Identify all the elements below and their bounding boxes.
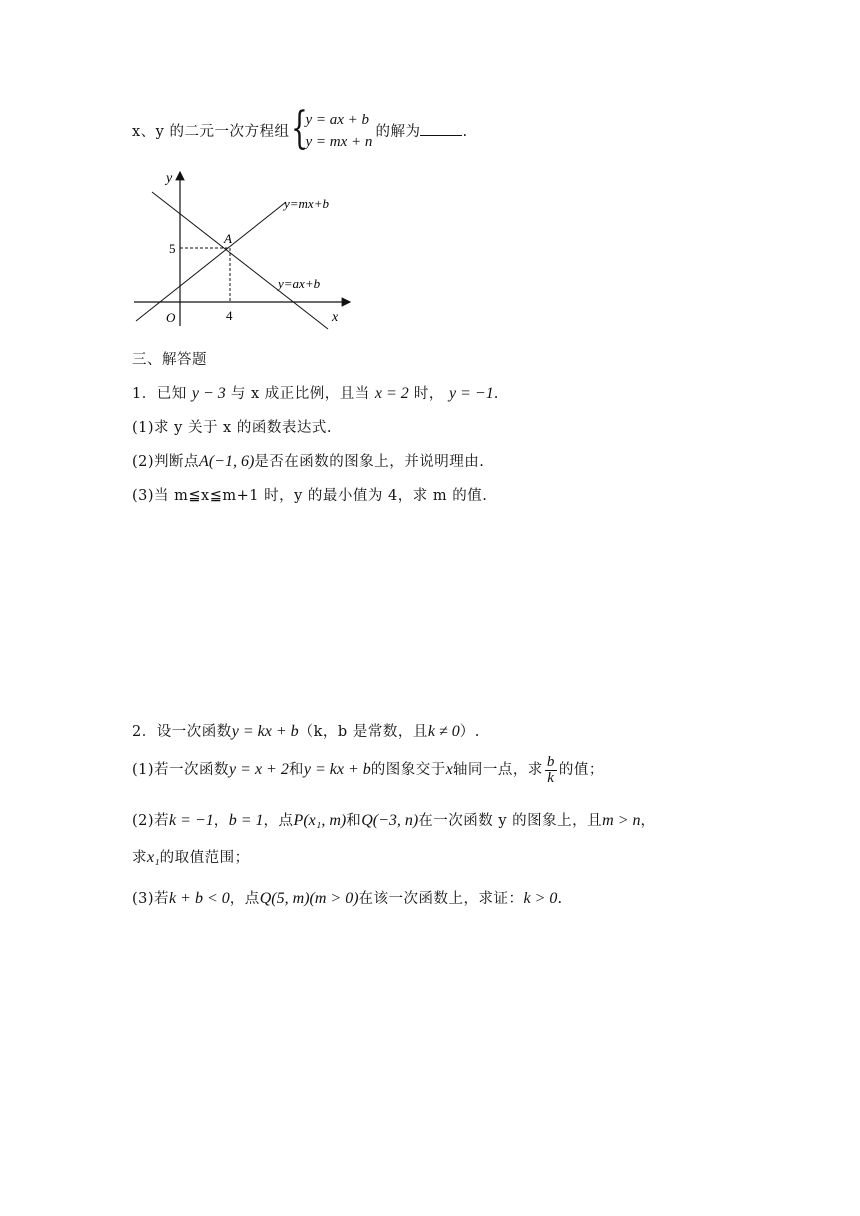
p1-stem-e: 时， — [413, 386, 444, 402]
p2-point-p: P(x₁, m) — [293, 812, 347, 829]
p2-q2-c: ， — [213, 813, 229, 829]
x-axis-label: x — [332, 310, 339, 325]
p2-q1-c: 和 — [288, 762, 304, 778]
question-prefix: x、y 的二元一次方程组 — [132, 124, 290, 140]
p2-q1-func2: y = kx + b — [303, 761, 371, 778]
p1-stem-end: . — [493, 386, 499, 402]
problem-1-q1: (1)求 y 关于 x 的函数表达式. — [132, 420, 332, 436]
p2-stem-a: 2．设一次函数 — [132, 724, 232, 740]
p2-stem-c: （k，b 是常数，且 — [298, 724, 428, 740]
p2-point-q: Q(−3, n) — [361, 812, 419, 829]
line-ax-b — [152, 192, 328, 329]
problem-2-q2-cont — [132, 847, 250, 869]
p1-stem-a: 1．已知 — [132, 386, 187, 402]
p2-condition: k ≠ 0 — [427, 723, 460, 740]
p2-q3-e: 在该一次函数上，求证： — [358, 891, 524, 907]
system-question — [132, 103, 468, 154]
equation-2: y = mx + n — [305, 134, 373, 150]
p2-q1-axis: x — [445, 761, 453, 778]
p2-q1-func1: y = x + 2 — [229, 761, 289, 778]
p2-q2-b: b = 1 — [228, 812, 264, 829]
p2-q2-k: k = −1 — [169, 812, 214, 829]
section-title: 三、解答题 — [132, 352, 207, 368]
p2-q1-h: 的值； — [558, 762, 604, 778]
y-axis-label: y — [166, 171, 173, 186]
answer-blank — [420, 121, 462, 136]
fraction-numerator: b — [546, 753, 555, 770]
equation-system — [291, 103, 373, 154]
p2-q3-conclusion: k > 0 — [523, 890, 558, 907]
problem-2-q2 — [132, 810, 656, 832]
x-tick-label: 4 — [226, 308, 233, 323]
equation-1: y = ax + b — [305, 112, 370, 128]
p2-q2-k-sep: ， — [640, 813, 656, 829]
problem-1-q3: (3)当 m≦x≦m+1 时，y 的最小值为 4，求 m 的值. — [132, 488, 488, 504]
p2-stem-e: ）. — [459, 724, 480, 740]
line2-label: y=ax+b — [278, 276, 321, 291]
p2-q1-e: 的图象交于 — [370, 762, 446, 778]
function-graph — [128, 166, 360, 334]
p2-q2-inequality: m > n — [602, 812, 641, 829]
p1-q2-a: (2)判断点 — [132, 454, 200, 470]
p1-expression: y − 3 — [191, 385, 226, 402]
p1-condition-x: x = 2 — [374, 385, 409, 402]
point-a-label: A — [224, 231, 232, 246]
p1-point-a: A(−1, 6) — [199, 453, 255, 470]
problem-1-q2 — [132, 451, 484, 473]
p1-q2-c: 是否在函数的图象上，并说明理由. — [254, 454, 485, 470]
p2-q2-i: 在一次函数 y 的图象上，且 — [418, 813, 603, 829]
line1-label: y=mx+b — [284, 196, 329, 211]
p2-q3-cond: k + b < 0 — [169, 890, 230, 907]
problem-1-stem — [132, 383, 499, 405]
p2-q3-end: . — [557, 891, 563, 907]
p2-q2-e: ，点 — [263, 813, 294, 829]
problem-2-stem — [132, 721, 480, 743]
problem-2-q1 — [132, 752, 604, 788]
line-mx-b — [136, 202, 286, 321]
p2-q3-a: (3)若 — [132, 891, 170, 907]
p2-q2-g: 和 — [346, 813, 362, 829]
problem-2-q3 — [132, 888, 563, 910]
p2-q2-n: 的取值范围； — [159, 850, 250, 866]
p2-q3-point: Q(5, m)(m > 0) — [259, 890, 359, 907]
question-end: . — [462, 124, 468, 140]
p2-q1-g: 轴同一点，求 — [452, 762, 543, 778]
fraction-denominator: k — [547, 769, 555, 786]
brace-icon: { — [291, 103, 309, 154]
fraction-b-over-k — [545, 755, 557, 786]
p2-q2-a: (2)若 — [132, 813, 170, 829]
p1-condition-y: y = −1 — [449, 385, 494, 402]
p2-q2-l: 求 — [132, 850, 147, 866]
y-tick-label: 5 — [169, 241, 176, 256]
p2-q1-a: (1)若一次函数 — [132, 762, 230, 778]
question-suffix: 的解为 — [375, 124, 421, 140]
p2-q3-c: ，点 — [229, 891, 260, 907]
p1-stem-c: 与 x 成正比例，且当 — [230, 386, 370, 402]
p2-q2-x1: x₁ — [147, 849, 160, 866]
origin-label: O — [166, 310, 176, 325]
p2-function: y = kx + b — [231, 723, 299, 740]
